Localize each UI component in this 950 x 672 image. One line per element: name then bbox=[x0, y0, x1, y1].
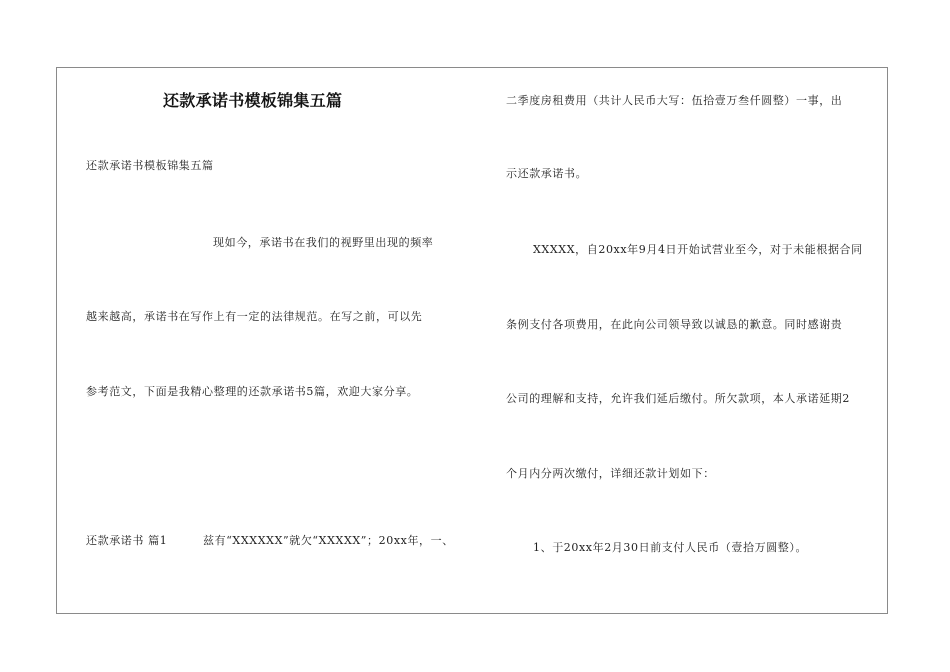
section-heading: 还款承诺书 篇1 bbox=[86, 534, 168, 547]
section-paragraph-line: 兹有“XXXXXX”就欠“XXXXX”；20xx年，一、 bbox=[203, 534, 454, 547]
page-border bbox=[56, 67, 888, 614]
body-paragraph-line: 公司的理解和支持，允许我们延后缴付。所欠款项，本人承诺延期2 bbox=[506, 392, 850, 405]
body-paragraph-line: 二季度房租费用（共计人民币大写：伍拾壹万叁仟圆整）一事，出 bbox=[506, 94, 843, 107]
intro-paragraph-line: 参考范文，下面是我精心整理的还款承诺书5篇，欢迎大家分享。 bbox=[86, 385, 419, 398]
body-paragraph-line: 示还款承诺书。 bbox=[506, 167, 588, 180]
body-paragraph-line: 条例支付各项费用，在此向公司领导致以诚恳的歉意。同时感谢贵 bbox=[506, 318, 843, 331]
payment-plan-item: 1、于20xx年2月30日前支付人民币（壹拾万圆整）。 bbox=[533, 541, 808, 554]
body-paragraph-line: XXXXX，自20xx年9月4日开始试营业至今，对于未能根据合同 bbox=[533, 243, 863, 256]
intro-paragraph-line: 现如今，承诺书在我们的视野里出现的频率 bbox=[213, 236, 434, 249]
document-subtitle: 还款承诺书模板锦集五篇 bbox=[86, 159, 214, 172]
intro-paragraph-line: 越来越高，承诺书在写作上有一定的法律规范。在写之前，可以先 bbox=[86, 310, 423, 323]
body-paragraph-line: 个月内分两次缴付，详细还款计划如下： bbox=[506, 467, 715, 480]
document-title: 还款承诺书模板锦集五篇 bbox=[163, 91, 343, 110]
